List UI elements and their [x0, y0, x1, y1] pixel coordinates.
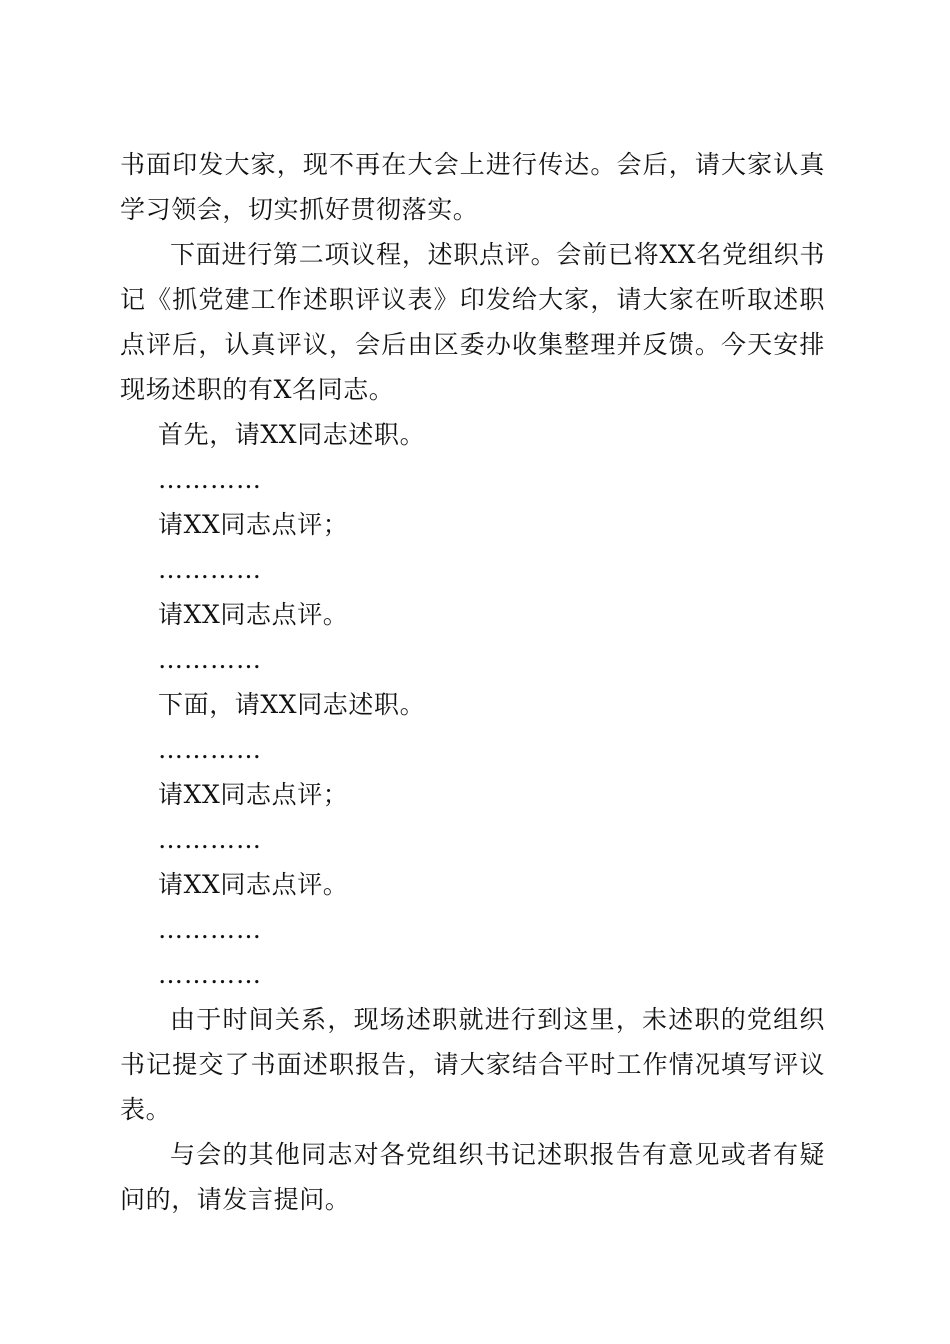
line-comment: 请XX同志点评；: [158, 780, 349, 809]
line-comment: 请XX同志点评。: [158, 870, 349, 899]
ellipsis-line: …………: [158, 960, 262, 989]
line-next-report: 下面，请XX同志述职。: [158, 690, 426, 719]
document-body: [120, 142, 825, 1222]
ellipsis-line: …………: [158, 465, 262, 494]
ellipsis-line: …………: [158, 825, 262, 854]
line-first-report: 首先，请XX同志述职。: [158, 420, 426, 449]
ellipsis-line: …………: [158, 915, 262, 944]
paragraph-written-reports: 由于时间关系，现场述职就进行到这里，未述职的党组织书记提交了书面述职报告，请大家结合平时工作情况填写评议表。: [120, 1005, 825, 1124]
ellipsis-line: …………: [158, 645, 262, 674]
ellipsis-line: …………: [158, 555, 262, 584]
paragraph-continuation: 书面印发大家，现不再在大会上进行传达。会后，请大家认真学习领会，切实抓好贯彻落实。: [120, 150, 825, 224]
line-comment: 请XX同志点评。: [158, 600, 349, 629]
line-comment: 请XX同志点评；: [158, 510, 349, 539]
paragraph-questions: 与会的其他同志对各党组织书记述职报告有意见或者有疑问的，请发言提问。: [120, 1140, 825, 1214]
paragraph-agenda-item-two: 下面进行第二项议程，述职点评。会前已将XX名党组织书记《抓党建工作述职评议表》印发给大家，请大家在听取述职点评后，认真评议，会后由区委办收集整理并反馈。今天安排现场述职的有X名同志。: [120, 240, 825, 404]
ellipsis-line: …………: [158, 735, 262, 764]
